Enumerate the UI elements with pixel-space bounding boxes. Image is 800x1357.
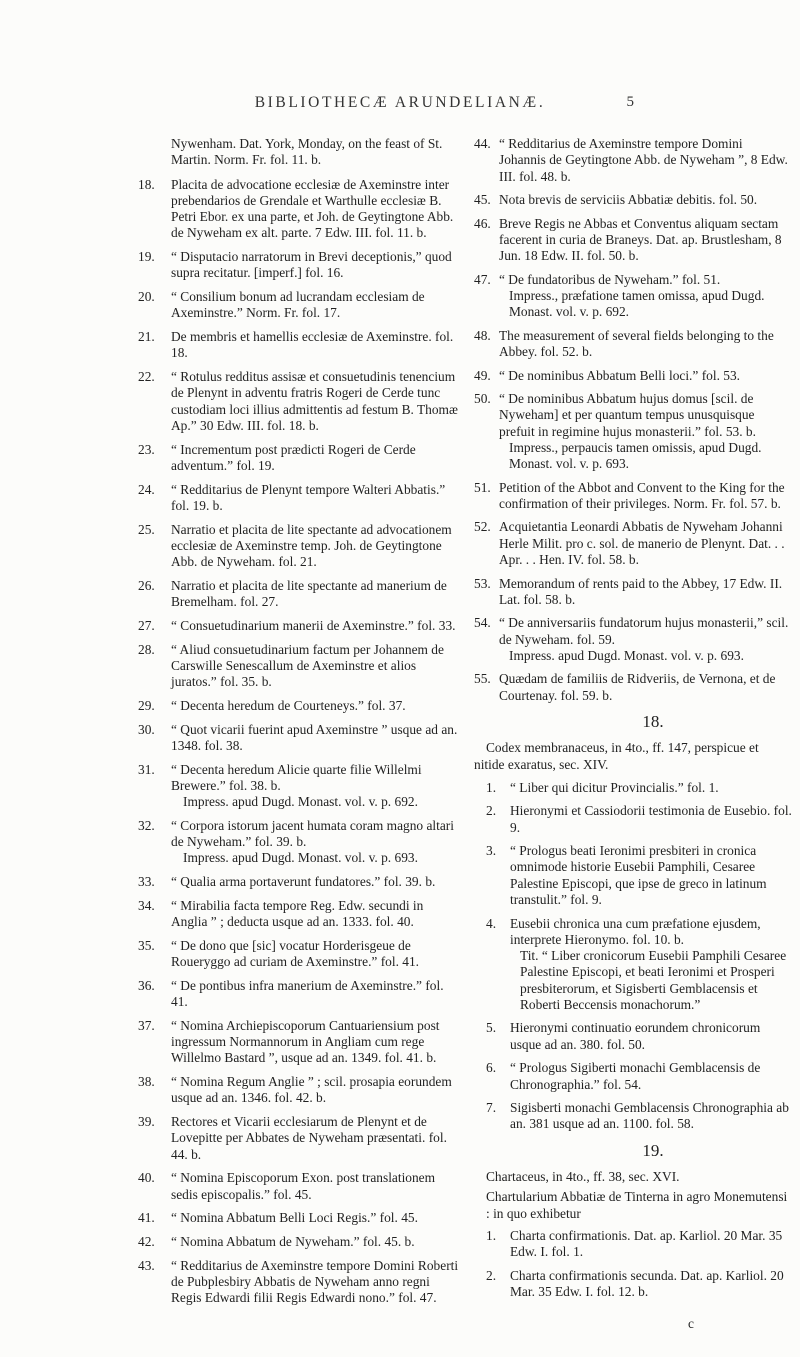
item-text: “ Nomina Abbatum Belli Loci Regis.” fol. 45. bbox=[171, 1210, 418, 1226]
item-number: 50. bbox=[474, 390, 491, 406]
section-19-items bbox=[474, 1228, 792, 1300]
list-item bbox=[474, 328, 792, 361]
list-item bbox=[474, 576, 792, 609]
item-text: Acquietantia Leonardi Abbatis de Nyweham Johanni Herle Milit. pro c. sol. de manerio de Plenynt. Dat. . . Apr. . . Hen. IV. fol. 58. b. bbox=[499, 519, 785, 568]
list-item bbox=[138, 1234, 460, 1250]
list-item bbox=[474, 671, 792, 704]
item-text: Hieronymi et Cassiodorii testimonia de Eusebio. fol. 9. bbox=[510, 803, 792, 835]
list-item bbox=[474, 192, 792, 208]
item-text: “ Quot vicarii fuerint apud Axeminstre ” usque ad an. 1348. fol. 38. bbox=[171, 721, 458, 753]
list-item bbox=[474, 272, 792, 321]
item-text: “ De nominibus Abbatum hujus domus [scil. de Nyweham] et per quantum tempus unusquisque prefuit in regimine hujus monasterii.” fol. 53. b. bbox=[499, 390, 756, 439]
item-number: 2. bbox=[486, 803, 497, 819]
item-number: 26. bbox=[138, 577, 155, 593]
item-number: 45. bbox=[474, 192, 491, 208]
list-item bbox=[138, 1114, 460, 1163]
list-item bbox=[138, 1210, 460, 1226]
section-19-description: Chartaceus, in 4to., ff. 38, sec. XVI. bbox=[486, 1168, 680, 1184]
item-number: 51. bbox=[474, 479, 491, 495]
item-text: Placita de advocatione ecclesiæ de Axeminstre inter prebendarios de Grendale et Warthulle ecclesiæ B. Petri Ebor. ex una parte, et Joh. de Geytingtone Abb. de Nyweham ex alt. parte. 7 Edw. III. fol. 11. b. bbox=[171, 176, 454, 241]
item-text: “ Redditarius de Plenynt tempore Walteri Abbatis.” fol. 19. b. bbox=[171, 481, 446, 513]
item-number: 7. bbox=[486, 1100, 497, 1116]
item-number: 36. bbox=[138, 977, 155, 993]
list-item bbox=[138, 522, 460, 571]
item-number: 2. bbox=[486, 1267, 497, 1283]
item-number: 31. bbox=[138, 761, 155, 777]
item-text: Petition of the Abbot and Convent to the King for the confirmation of their privileges. Norm. Fr. fol. 57. b. bbox=[499, 479, 785, 511]
item-number: 1. bbox=[486, 779, 497, 795]
left-entries bbox=[138, 177, 460, 1307]
list-item bbox=[138, 978, 460, 1011]
running-title: BIBLIOTHECÆ ARUNDELIANÆ. bbox=[254, 94, 546, 111]
list-item bbox=[474, 843, 792, 908]
item-number: 52. bbox=[474, 519, 491, 535]
list-item bbox=[138, 722, 460, 755]
item-number: 33. bbox=[138, 874, 155, 890]
list-item bbox=[138, 762, 460, 811]
list-item bbox=[138, 482, 460, 515]
item-text: Nota brevis de serviciis Abbatiæ debitis. fol. 50. bbox=[499, 192, 758, 208]
list-item bbox=[474, 1268, 792, 1301]
item-number: 22. bbox=[138, 369, 155, 385]
item-text: “ Nomina Regum Anglie ” ; scil. prosapia eorundem usque ad an. 1346. fol. 42. b. bbox=[171, 1074, 452, 1106]
list-item bbox=[138, 329, 460, 362]
section-18-heading: 18. bbox=[642, 711, 664, 731]
right-column bbox=[474, 136, 792, 1307]
section-18-description: Codex membranaceus, in 4to., ff. 147, perspicue et nitide exaratus, sec. XIV. bbox=[474, 740, 759, 772]
item-text: Charta confirmationis secunda. Dat. ap. Karliol. 20 Mar. 35 Edw. I. fol. 12. b. bbox=[510, 1267, 784, 1299]
item-text: The measurement of several fields belonging to the Abbey. fol. 52. b. bbox=[499, 327, 774, 360]
item-text: “ Nomina Episcoporum Exon. post translationem sedis episcopalis.” fol. 45. bbox=[171, 1170, 436, 1202]
item-number: 41. bbox=[138, 1210, 155, 1226]
list-item bbox=[138, 1258, 460, 1307]
list-item bbox=[474, 136, 792, 185]
item-text: “ Decenta heredum Alicie quarte filie Willelmi Brewere.” fol. 38. b. bbox=[171, 761, 422, 793]
list-item bbox=[138, 618, 460, 634]
item-text: “ Consuetudinarium manerii de Axeminstre.” fol. 33. bbox=[171, 617, 456, 633]
list-item bbox=[138, 1074, 460, 1107]
item-text: “ Decenta heredum de Courteneys.” fol. 37. bbox=[171, 697, 406, 713]
item-text: “ Rotulus redditus assisæ et consuetudinis tenencium de Plenynt in adventu fratris Rogeri de Cerde tunc custodiam loci illius admittentis ad festum B. Thomæ Ap.” 30 Edw. III. fol. 18. b. bbox=[171, 369, 458, 434]
item-number: 40. bbox=[138, 1170, 155, 1186]
item-text: “ Disputacio narratorum in Brevi deceptionis,” quod supra recitatur. [imperf.] fol. 16. bbox=[171, 249, 452, 281]
item-number: 49. bbox=[474, 367, 491, 383]
item-text: Breve Regis ne Abbas et Conventus aliquam sectam facerent in curia de Braneys. Dat. ap. Brustlesham, 8 Jun. 18 Edw. II. fol. 50. b. bbox=[499, 215, 782, 264]
item-text: Sigisberti monachi Gemblacensis Chronographia ab an. 381 usque ad an. 1100. fol. 58. bbox=[510, 1100, 789, 1132]
section-19-subtitle: Chartularium Abbatiæ de Tinterna in agro Monemutensi : in quo exhibetur bbox=[486, 1189, 788, 1221]
item-number: 55. bbox=[474, 671, 491, 687]
item-text: De membris et hamellis ecclesiæ de Axeminstre. fol. 18. bbox=[171, 329, 454, 361]
item-text: “ De anniversariis fundatorum hujus monasterii,” scil. de Nyweham. fol. 59. bbox=[499, 615, 789, 647]
item-number: 46. bbox=[474, 215, 491, 231]
item-text: Narratio et placita de lite spectante ad manerium de Bremelham. fol. 27. bbox=[171, 577, 447, 610]
item-number: 24. bbox=[138, 481, 155, 497]
item-impress-note: Impress., præfatione tamen omissa, apud Dugd. Monast. vol. v. p. 692. bbox=[509, 287, 765, 320]
item-number: 34. bbox=[138, 897, 155, 913]
item-number: 27. bbox=[138, 617, 155, 633]
item-text: “ De nominibus Abbatum Belli loci.” fol. 53. bbox=[499, 367, 740, 383]
item-number: 29. bbox=[138, 697, 155, 713]
list-item bbox=[474, 1020, 792, 1053]
list-item bbox=[474, 1228, 792, 1261]
item-text: Eusebii chronica una cum præfatione ejusdem, interprete Hieronymo. fol. 10. b. bbox=[510, 915, 761, 947]
list-item bbox=[138, 1170, 460, 1203]
item-number: 37. bbox=[138, 1017, 155, 1033]
item-number: 43. bbox=[138, 1257, 155, 1273]
running-head bbox=[0, 94, 800, 118]
item-text: “ De fundatoribus de Nyweham.” fol. 51. bbox=[499, 271, 721, 287]
list-item bbox=[138, 898, 460, 931]
page-number: 5 bbox=[626, 94, 634, 110]
item-text: Charta confirmationis. Dat. ap. Karliol. 20 Mar. 35 Edw. I. fol. 1. bbox=[510, 1227, 783, 1260]
item-number: 18. bbox=[138, 176, 155, 192]
list-item bbox=[138, 369, 460, 434]
item-text: “ Consilium bonum ad lucrandam ecclesiam de Axeminstre.” Norm. Fr. fol. 17. bbox=[171, 289, 425, 321]
item-text: “ Mirabilia facta tempore Reg. Edw. secundi in Anglia ” ; deducta usque ad an. 1333. fol. 40. bbox=[171, 897, 424, 930]
signature-mark: c bbox=[688, 1316, 694, 1331]
item-impress-note: Impress., perpaucis tamen omissis, apud Dugd. Monast. vol. v. p. 693. bbox=[509, 439, 762, 472]
list-item bbox=[138, 698, 460, 714]
intro-text: Nywenham. Dat. York, Monday, on the feast of St. Martin. Norm. Fr. fol. 11. b. bbox=[171, 136, 443, 168]
item-number: 53. bbox=[474, 575, 491, 591]
item-text: “ Nomina Abbatum de Nyweham.” fol. 45. b. bbox=[171, 1234, 415, 1249]
list-item bbox=[474, 1100, 792, 1133]
item-impress-note: Impress. apud Dugd. Monast. vol. v. p. 693. bbox=[183, 850, 418, 866]
item-number: 30. bbox=[138, 721, 155, 737]
item-number: 20. bbox=[138, 289, 155, 305]
item-text: Quædam de familiis de Ridveriis, de Vernona, et de Courtenay. fol. 59. b. bbox=[499, 671, 776, 703]
item-number: 28. bbox=[138, 641, 155, 657]
list-item bbox=[474, 1060, 792, 1093]
list-item bbox=[138, 442, 460, 475]
item-text: “ Prologus beati Ieronimi presbiteri in cronica omnimode historie Eusebii Pamphili, Cesaree Palestine Episcopi, que ipse de greco in latinum transtulit.” fol. 9. bbox=[510, 843, 767, 908]
item-text: “ Aliud consuetudinarium factum per Johannem de Carswille Senescallum de Axeminstre et alios juratos.” fol. 35. b. bbox=[171, 641, 444, 690]
item-number: 54. bbox=[474, 615, 491, 631]
list-item bbox=[474, 780, 792, 796]
item-number: 3. bbox=[486, 843, 497, 859]
item-impress-note: Tit. “ Liber cronicorum Eusebii Pamphili Cesaree Palestine Episcopi, et beati Ieronimi et Prosperi presbiterorum, et Sigisberti Gemblacensis et Roberti Beccensis monachorum.” bbox=[520, 948, 787, 1012]
item-text: “ Incrementum post prædicti Rogeri de Cerde adventum.” fol. 19. bbox=[171, 441, 416, 473]
list-item bbox=[138, 289, 460, 322]
section-18-items bbox=[474, 780, 792, 1133]
list-item bbox=[138, 578, 460, 611]
list-item bbox=[138, 938, 460, 971]
item-number: 1. bbox=[486, 1227, 497, 1243]
item-text: “ Liber qui dicitur Provincialis.” fol. 1. bbox=[510, 779, 719, 795]
item-text: “ De pontibus infra manerium de Axeminstre.” fol. 41. bbox=[171, 977, 444, 1010]
item-text: Hieronymi continuatio eorundem chronicorum usque ad an. 380. fol. 50. bbox=[510, 1020, 761, 1052]
item-number: 42. bbox=[138, 1234, 155, 1249]
item-text: Narratio et placita de lite spectante ad advocationem ecclesiæ de Axeminstre temp. Joh. de Geytingtone Abb. de Nyweham. fol. 21. bbox=[171, 521, 452, 570]
item-number: 4. bbox=[486, 915, 497, 931]
right-entries bbox=[474, 136, 792, 704]
item-text: “ Redditarius de Axeminstre tempore Domini Roberti de Pubplesbiry Abbatis de Nyweham anno regni Regis Edwardi filii Regis Edwardi nono.” fol. 47. bbox=[171, 1257, 459, 1306]
left-column bbox=[138, 136, 460, 1314]
item-number: 48. bbox=[474, 327, 491, 343]
item-number: 47. bbox=[474, 271, 491, 287]
item-number: 38. bbox=[138, 1074, 155, 1090]
item-text: “ Corpora istorum jacent humata coram magno altari de Nyweham.” fol. 39. b. bbox=[171, 817, 454, 850]
item-number: 39. bbox=[138, 1114, 155, 1130]
item-text: Rectores et Vicarii ecclesiarum de Plenynt et de Lovepitte per Abbates de Nyweham præsentati. fol. 44. b. bbox=[171, 1114, 447, 1162]
list-item bbox=[474, 615, 792, 664]
item-number: 32. bbox=[138, 817, 155, 833]
list-item bbox=[138, 874, 460, 890]
list-item bbox=[138, 177, 460, 242]
item-impress-note: Impress. apud Dugd. Monast. vol. v. p. 693. bbox=[509, 647, 744, 663]
item-text: “ Nomina Archiepiscoporum Cantuariensium post ingressum Normannorum in Angliam cum rege Willelmo Bastard ”, usque ad an. 1349. fol. 41. b. bbox=[171, 1017, 440, 1066]
list-item bbox=[474, 216, 792, 265]
item-number: 44. bbox=[474, 136, 491, 151]
item-number: 6. bbox=[486, 1060, 497, 1076]
list-item bbox=[474, 480, 792, 513]
item-text: “ De dono que [sic] vocatur Horderisgeue de Roueryggo ad curiam de Axeminstre.” fol. 41. bbox=[171, 937, 420, 970]
item-number: 25. bbox=[138, 521, 155, 537]
list-item bbox=[138, 818, 460, 867]
list-item bbox=[474, 803, 792, 836]
list-item bbox=[138, 249, 460, 282]
item-text: “ Redditarius de Axeminstre tempore Domini Johannis de Geytingtone Abb. de Nyweham ”, 8 Edw. III. fol. 48. b. bbox=[499, 136, 788, 184]
item-text: “ Prologus Sigiberti monachi Gemblacensis de Chronographia.” fol. 54. bbox=[510, 1060, 761, 1092]
item-number: 21. bbox=[138, 329, 155, 345]
list-item bbox=[138, 642, 460, 691]
list-item bbox=[138, 1018, 460, 1067]
section-19-heading: 19. bbox=[642, 1140, 664, 1160]
item-number: 19. bbox=[138, 249, 155, 265]
item-impress-note: Impress. apud Dugd. Monast. vol. v. p. 692. bbox=[183, 794, 418, 810]
list-item bbox=[474, 916, 792, 1014]
item-number: 35. bbox=[138, 937, 155, 953]
item-text: “ Qualia arma portaverunt fundatores.” fol. 39. b. bbox=[171, 874, 436, 890]
item-number: 5. bbox=[486, 1020, 497, 1036]
list-item bbox=[474, 519, 792, 568]
list-item bbox=[474, 368, 792, 384]
item-text: Memorandum of rents paid to the Abbey, 17 Edw. II. Lat. fol. 58. b. bbox=[499, 575, 783, 607]
item-number: 23. bbox=[138, 441, 155, 457]
list-item bbox=[474, 391, 792, 472]
